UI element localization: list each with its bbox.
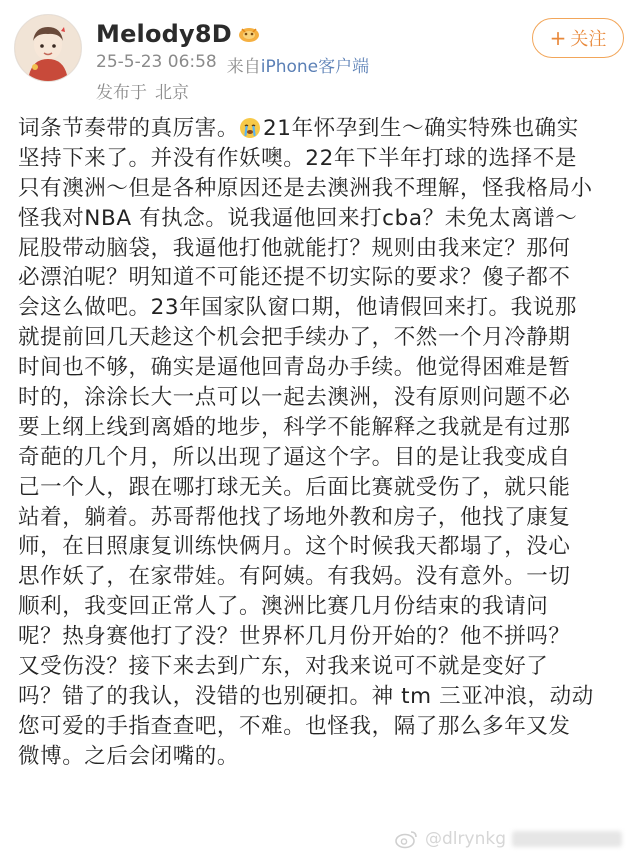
post-line: 顺利，我变回正常人了。澳洲比赛几月份结束的我请问 — [18, 594, 549, 620]
plus-icon: + — [549, 26, 567, 50]
post-line: 您可爱的手指查查吧，不难。也怪我，隔了那么多年又发 — [18, 713, 571, 739]
post-line: 站着，躺着。苏哥帮他找了场地外教和房子，他找了康复 — [18, 504, 571, 530]
post-line: 微博。之后会闭嘴的。 — [18, 743, 240, 769]
post-line: 只有澳洲～但是各种原因还是去澳洲我不理解，怪我格局小 — [18, 175, 593, 201]
post-line: 奇葩的几个月，所以出现了逼这个字。目的是让我变成自 — [18, 444, 571, 470]
post-lines — [18, 144, 622, 772]
location-label: 发布于 — [96, 83, 147, 103]
post-line: 会这么做吧。23年国家队窗口期，他请假回来打。我说那 — [18, 295, 577, 321]
vip-badge-icon — [238, 25, 260, 43]
post-timestamp: 25-5-23 06:58 — [96, 52, 217, 72]
post-location — [96, 78, 189, 103]
avatar[interactable] — [14, 14, 82, 82]
follow-label: 关注 — [570, 29, 607, 50]
post-line: 思作妖了，在家带娃。有阿姨。有我妈。没有意外。一切 — [18, 564, 571, 590]
post-line: 时间也不够，确实是逼他回青岛办手续。他觉得困难是暂 — [18, 355, 571, 381]
location-value: 北京 — [155, 83, 189, 103]
watermark — [340, 822, 640, 856]
post-line: 必漂泊呢？明知道不可能还提不切实际的要求？傻子都不 — [18, 265, 571, 291]
follow-button[interactable] — [532, 18, 624, 58]
post-line — [18, 114, 622, 144]
watermark-text: @dlrynkg — [425, 829, 506, 849]
username[interactable]: Melody8D — [96, 20, 232, 48]
post-line: 时的，涂涂长大一点可以一起去澳洲，没有原则问题不必 — [18, 385, 571, 411]
post-line: 坚持下来了。并没有作妖噢。22年下半年打球的选择不是 — [18, 145, 577, 171]
source-link[interactable]: iPhone客户端 — [260, 57, 370, 77]
post-line: 吗？错了的我认，没错的也别硬扣。神 tm 三亚冲浪，动动 — [18, 683, 594, 709]
post-line: 怪我对NBA 有执念。说我逼他回来打cba？未免太离谱～ — [18, 205, 578, 231]
post-line: 就提前回几天趁这个机会把手续办了，不然一个月冷静期 — [18, 325, 571, 351]
post-text-segment: 词条节奏带的真厉害。 — [18, 116, 240, 141]
post-body — [18, 114, 622, 772]
post-line: 要上纲上线到离婚的地步，科学不能解释之我就是有过那 — [18, 414, 571, 440]
crying-face-emoji-icon — [239, 117, 261, 139]
post-meta — [96, 52, 369, 77]
watermark-blurred-area — [512, 831, 622, 847]
post-source — [227, 52, 369, 77]
weibo-logo-icon — [395, 829, 419, 849]
post-text-segment: 21年怀孕到生～确实特殊也确实 — [263, 116, 579, 141]
post-line: 又受伤没？接下来去到广东，对我来说可不就是变好了 — [18, 654, 549, 680]
username-row — [96, 18, 260, 50]
post-line: 呢？热身赛他打了没？世界杯几月份开始的？他不拼吗？ — [18, 624, 571, 650]
post-header — [0, 0, 640, 110]
post-line: 师，在日照康复训练快俩月。这个时候我天都塌了，没心 — [18, 534, 571, 560]
post-line: 己一个人，跟在哪打球无关。后面比赛就受伤了，就只能 — [18, 474, 571, 500]
post-line: 屁股带动脑袋，我逼他打他就能打？规则由我来定？那何 — [18, 235, 571, 261]
source-prefix: 来自 — [226, 57, 261, 77]
